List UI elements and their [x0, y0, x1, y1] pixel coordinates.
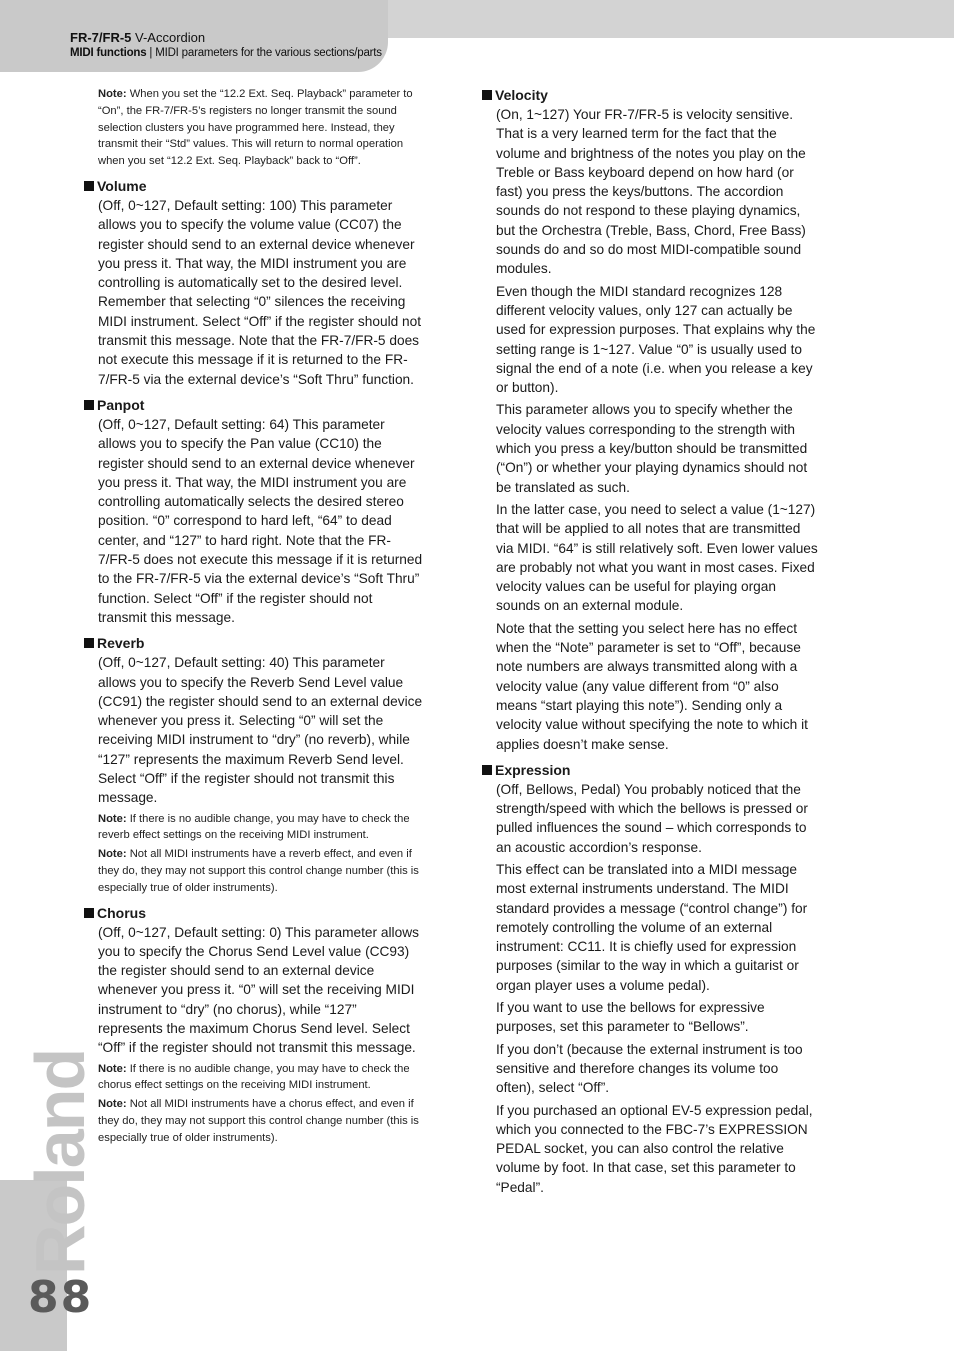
section-reverb	[84, 634, 424, 896]
section-volume	[84, 177, 424, 389]
chorus-note-1: Note: If there is no audible change, you may have to check the chorus effect settings on the receiving MIDI instrument.	[98, 1062, 410, 1092]
velocity-p5: Note that the setting you select here has no effect when the “Note” parameter is set to “Off”, because note numbers are always transmitted along with a velocity value (any value different from “0” also means “start playing this note”). Sending only a velocity value without specifying the note to which it applies doesn’t make sense.	[496, 620, 808, 752]
header-breadcrumb: MIDI functions | MIDI parameters for the various sections/parts	[70, 47, 382, 59]
velocity-p1: (On, 1~127) Your FR-7/FR-5 is velocity sensitive. That is a very learned term for the fact that the volume and brightness of the notes you play on the Treble or Bass keyboard depend on how hard (or fast) you press the keys/buttons. The accordion sounds do not respond to these playing dynamics, but the Orchestra (Treble, Bass, Chord, Free Bass) sounds do and so do most MIDI-compatible sound modules.	[496, 107, 806, 277]
chorus-text: (Off, 0~127, Default setting: 0) This parameter allows you to specify the Chorus Send Level value (CC93) the register should send to an external device whenever you press it. “0” will set the receiving MIDI instrument to “dry” (no chorus), while “127” represents the maximum Chorus Send level. Select “Off” if the register should not transmit this message.	[98, 924, 419, 1056]
brand-logo: Roland	[21, 1049, 99, 1275]
velocity-p3: This parameter allows you to specify whether the velocity values corresponding to the strength with which you press a key/button should be transmitted (“On”) or whether your playing dynamics should not be translated as such.	[496, 402, 808, 495]
heading-volume: Volume	[84, 177, 424, 196]
section-expression	[482, 761, 820, 1197]
expression-p5: If you purchased an optional EV-5 expression pedal, which you connected to the FBC-7’s EXPRESSION PEDAL socket, you can also control the relative volume by foot. In that case, set this parameter to “Pedal”.	[496, 1102, 813, 1195]
reverb-note-2: Note: Not all MIDI instruments have a reverb effect, and even if they do, they may not support this control change number (this is especially true of older instruments).	[98, 848, 419, 894]
page-number: 88	[28, 1272, 94, 1323]
heading-velocity: Velocity	[482, 86, 820, 105]
heading-reverb: Reverb	[84, 634, 424, 653]
heading-panpot: Panpot	[84, 396, 424, 415]
reverb-text: (Off, 0~127, Default setting: 40) This parameter allows you to specify the Reverb Send Level value (CC91) the register should send to an external device whenever you press it. Selecting “0” will set the receiving MIDI instrument to “dry” (no reverb), while “127” represents the maximum Reverb Send level. Select “Off” if the register should not transmit this message.	[98, 655, 423, 806]
left-column	[84, 86, 424, 1149]
header-product: FR-7/FR-5 V-Accordion	[70, 30, 206, 45]
heading-chorus: Chorus	[84, 904, 424, 923]
panpot-text: (Off, 0~127, Default setting: 64) This parameter allows you to specify the Pan value (CC10) the register should send to an external device whenever you press it. That way, the MIDI instrument you are controlling automatically selects the desired stereo position. “0” correspond to hard left, “64” to dead center, and “127” to hard right. Note that the FR-7/FR-5 does not execute this message if it is returned to the FR-7/FR-5 via the external device’s “Soft Thru” function. Select “Off” if the register should not transmit this message.	[98, 416, 423, 625]
expression-p2: This effect can be translated into a MIDI message most external instruments understand. The MIDI standard provides a message (“control change”) for remotely controlling the volume of an external instrument: CC11. It is chiefly used for expression purposes (similar to the way in which a guitarist or organ player uses a volume pedal).	[496, 861, 808, 993]
expression-p4: If you don’t (because the external instrument is too sensitive and therefore changes its volume too often), select “Off”.	[496, 1041, 803, 1096]
heading-expression: Expression	[482, 761, 820, 780]
chorus-note-2: Note: Not all MIDI instruments have a chorus effect, and even if they do, they may not support this control change number (this is especially true of older instruments).	[98, 1098, 419, 1144]
expression-p3: If you want to use the bellows for expressive purposes, set this parameter to “Bellows”.	[496, 1000, 765, 1035]
section-panpot	[84, 396, 424, 627]
reverb-note-1: Note: If there is no audible change, you may have to check the reverb effect settings on the receiving MIDI instrument.	[98, 812, 410, 842]
intro-note: Note: When you set the “12.2 Ext. Seq. Playback” parameter to “On”, the FR-7/FR-5’s registers no longer transmit the sound selection clusters you have programmed here. Instead, they transmit their “Std” values. This will return to normal operation when you set “12.2 Ext. Seq. Playback” back to “Off”.	[98, 88, 413, 168]
velocity-p4: In the latter case, you need to select a value (1~127) that will be applied to all notes that are transmitted via MIDI. “64” is still relatively soft. Even lower values are probably not what you want in most cases. Fixed velocity values can be useful for playing organ sounds on an external module.	[496, 501, 818, 614]
section-chorus	[84, 904, 424, 1147]
right-column	[482, 86, 820, 1200]
velocity-p2: Even though the MIDI standard recognizes 128 different velocity values, only 127 can actually be used for expression purposes. That explains why the setting range is 1~127. Value “0” is usually used to signal the end of a note (i.e. when you release a key or button).	[496, 283, 816, 396]
expression-p1: (Off, Bellows, Pedal) You probably noticed that the strength/speed with which the bellows is pressed or pulled influences the sound – which corresponds to an acoustic accordion’s response.	[496, 781, 808, 855]
volume-text: (Off, 0~127, Default setting: 100) This parameter allows you to specify the volume value (CC07) the register should send to an external device whenever you press it. That way, the MIDI instrument you are controlling is automatically set to the desired level. Remember that selecting “0” silences the receiving MIDI instrument. Select “Off” if the register should not transmit this message. Note that the FR-7/FR-5 does not execute this message if it is returned to the FR-7/FR-5 via the external device’s “Soft Thru” function.	[98, 197, 422, 387]
section-velocity	[482, 86, 820, 754]
